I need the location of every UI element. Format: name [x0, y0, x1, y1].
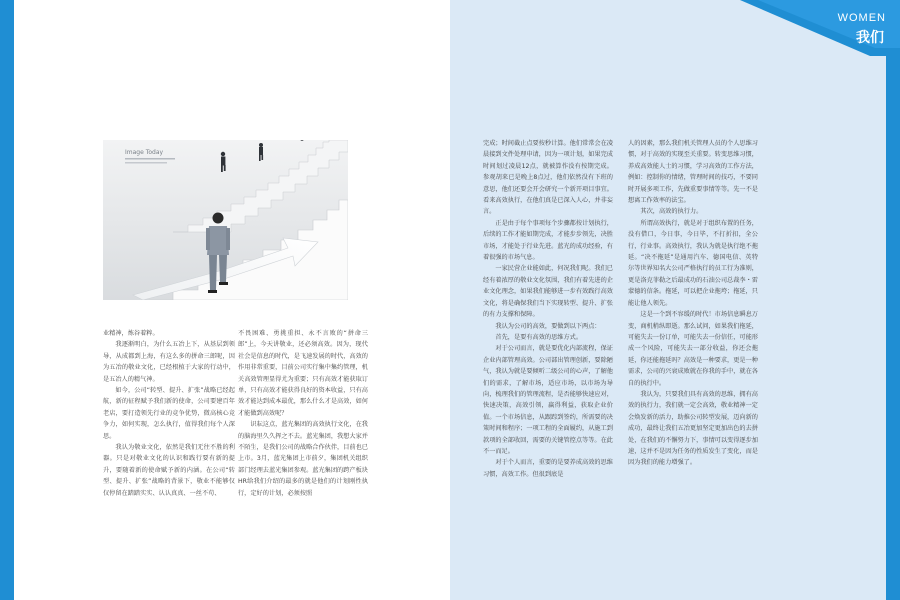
right-page: [450, 0, 900, 600]
paragraph: 首先，是要有高效的思维方式。: [495, 333, 583, 341]
paragraph: 不畏困难、勇挑重担、永不言败的“拼命三郎”上，今天讲敬业，还必须高效。因为，现代社会是信息的时代，是飞速发展的时代，高效的作用非常重要，目前公司实行集中集约管理，机关高效管理显得尤为重要；只有高效才能获取订单，只有高效才能获得良好的资本收益，只有高效才能达到成本最优，那么什么才是高效，如何才能做到高效呢？: [238, 330, 368, 417]
paragraph: 正是由于每个事项每个步骤都按计划执行，后续的工作才能如期完成，才能步步领先，决胜市场，才能处于行业先进。蓝光的成功经验，有着很强的市场气息。: [483, 219, 613, 262]
paragraph: 其次，高效的执行力。: [640, 208, 703, 216]
paragraph: 完成；时间截止点要按秒计算。他们常常会在凌晨接到文件处理申请，因为一项计划，如果完成时间划过凌晨12点，就被算作没有按期完成。参观胡来已是晚上8点过，他们依然没有下班的意思，他们还要会开会研究一个新开项目事宜。看来高效执行，在他们真是已深入人心，并非妄言。: [483, 140, 613, 216]
left-edge-stripe: [0, 0, 14, 600]
section-label-cn: 我们: [856, 30, 884, 46]
paragraph: 我逐渐明白，为什么五冶上下，从基层到领导，从成都到上海，有这么多的拼命三郎呢，因为五冶的敬业文化，已经根植于大家的行动中，是五冶人的精气神。: [103, 341, 235, 383]
section-label-en: WOMEN: [837, 12, 886, 24]
text-column-3: [483, 138, 613, 480]
paragraph: 我认为，只要我们具有高效的思维，拥有高效的执行力，我们就一定会高效，敬业精神一定会焕发新的活力，助推公司转型发展，迈向新的成功，最终让我们五冶更加坚定更加出色的去拼处，在我们的不懈努力下，事情可以变得逐步加速，这并不是因为任务的性质发生了变化，而是因为我们的能力增强了。: [628, 390, 758, 467]
text-column-1: [103, 328, 235, 499]
paragraph: 一家民营企业能如此，何况我们呢。我们已经有着浓厚的敬业文化氛围，我们有着先进的企业文化理念，如果我们能够进一步有效践行高效文化，将是确保我们当下实现转型、提升、扩张的有力支撑和保障。: [483, 265, 613, 319]
paragraph: 人的因素，那么我们机关管理人员的个人思维习惯，对于高效的实现至关重要。转变思维习惯，养成高效能人士的习惯，学习高效的工作方法，例如：控制你的情绪，管理时间的技巧，不要同时开展多项工作，先做重要事情等等。先一不是想离工作效率的法宝。: [628, 140, 758, 205]
paragraph: 识耘这点，蓝光集团的高效执行文化，在我的脑海里久久挥之不去。蓝光集团，我想大家并不陌生，是我们公司的战略合作伙伴，目前也已上市。3月，蓝光集团上市前夕，集团机关组织部门经理去蓝光集团参观。蓝光集团的跨产板块HR给我们介绍的最多的就是他们的计划刚性执行，定好的计划，必须按照: [238, 421, 368, 497]
paragraph: 我认为敬业文化，依然是我们无往不胜的利器。只是对敬业文化的认识和践行要有新的提升，要随着新的使命赋予新的内涵。在公司“转型、提升、扩张”战略的背景下，敬业不能够仅仅停留在踏踏实实、认认真真、一丝不苟、: [103, 444, 235, 497]
text-column-4: [628, 138, 758, 469]
paragraph: 业精神，炼谷着粹。: [103, 330, 159, 337]
paragraph: 如今，公司“转型、提升、扩张”战略已经起航，新的征程赋予我们新的使命，公司要建百年老店，要打造领先行业的竞争优势，微高核心竞争力，如何实现，怎么执行，值得我们每个人深思。: [103, 387, 235, 440]
paragraph: 对于个人而言，重要的是要养成高效的思维习惯，高效工作。但很到底是: [483, 459, 613, 478]
stairs-photo: [103, 140, 348, 300]
text-column-2: [238, 328, 368, 499]
paragraph: 我认为公司的高效，要做到以下两点：: [495, 322, 601, 330]
section-corner-tab: [740, 0, 900, 56]
paragraph: 对于公司而言，就是要优化内部流程，保证企业内部管理高效。公司部出管理创新，要除陋气，我认为就是要倾听二级公司的心声，了解他们的需求，了解市场，适应市场，以市场为导向，梳理我们的管理流程，是否能够快速应对，快速决策，高效引领，赢得利益，获取企业价值。一个市场信息，从跟踪到签约，所需要的决策时间和程序；一项工程的全面履约，从施工到款项的全部收回，需要的关键管控点等等。在此不一而足。: [483, 345, 613, 455]
stairs-illustration: [103, 140, 348, 300]
paragraph: 所谓高效执行，就是对于组织布置的任务，没有借口，今日事，今日毕，不打折扣，全公行，行业事。高效执行，我认为就是执行绝不拖延。“决不拖延”是通用汽车、德国电信、英特尔等世界知名大公司严格执行的员工行为准则，更是洛克菲勒之后最成功的石油公司总裁李・雷蒙德的信条。拖延，可以把企业拖垮；拖延，只能让他人领先。: [628, 219, 758, 307]
photo-title: Image Today: [125, 149, 164, 156]
paragraph: 这是一个到不容缓的时代！市场信息瞬息万变，商机稍纵即逝。那么试问，如果我们拖延，可能失去一份订单，可能失去一份信任，可能形成一个风险，可能失去一部分收益，你还会拖延，你还能拖延吗？高效是一种要求，更是一种需求，公司的兴衰成败就在你我的手中，就在各自的执行中。: [628, 311, 758, 387]
right-edge-stripe: [886, 0, 900, 600]
